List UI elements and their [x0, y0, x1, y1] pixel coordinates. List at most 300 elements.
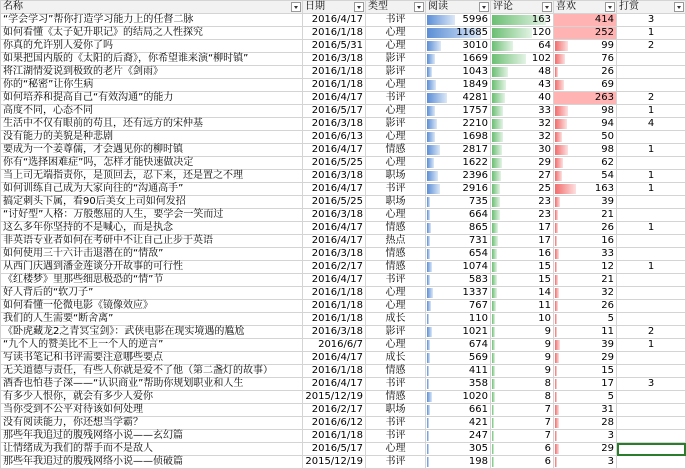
cell-tip[interactable] — [617, 14, 686, 27]
table-row[interactable] — [1, 105, 686, 118]
table-row[interactable] — [1, 339, 686, 352]
cell-comment[interactable] — [491, 235, 554, 248]
cell-tip[interactable] — [617, 339, 686, 352]
cell-name[interactable] — [1, 170, 303, 183]
cell-like[interactable] — [554, 248, 617, 261]
cell-name[interactable] — [1, 456, 303, 469]
cell-like[interactable] — [554, 157, 617, 170]
cell-type[interactable] — [366, 79, 426, 92]
cell-name[interactable] — [1, 365, 303, 378]
cell-date[interactable] — [303, 352, 366, 365]
cell-like[interactable] — [554, 443, 617, 456]
cell-comment[interactable] — [491, 209, 554, 222]
cell-tip[interactable] — [617, 53, 686, 66]
cell-read[interactable] — [426, 326, 491, 339]
table-row[interactable] — [1, 378, 686, 391]
cell-like-value: 17 — [601, 378, 614, 389]
cell-like[interactable] — [554, 365, 617, 378]
cell-type[interactable] — [366, 261, 426, 274]
cell-read[interactable] — [426, 287, 491, 300]
cell-name[interactable] — [1, 339, 303, 352]
cell-comment[interactable] — [491, 131, 554, 144]
cell-like[interactable] — [554, 456, 617, 469]
header-type[interactable] — [366, 1, 426, 14]
cell-type[interactable] — [366, 53, 426, 66]
cell-date[interactable] — [303, 196, 366, 209]
cell-type[interactable] — [366, 300, 426, 313]
cell-date[interactable] — [303, 404, 366, 417]
cell-like[interactable] — [554, 391, 617, 404]
cell-like[interactable] — [554, 92, 617, 105]
cell-comment[interactable] — [491, 339, 554, 352]
table-row[interactable] — [1, 248, 686, 261]
cell-type[interactable] — [366, 365, 426, 378]
cell-name[interactable] — [1, 183, 303, 196]
cell-tip[interactable] — [617, 222, 686, 235]
cell-read[interactable] — [426, 170, 491, 183]
cell-tip[interactable] — [617, 27, 686, 40]
cell-tip[interactable] — [617, 378, 686, 391]
cell-name[interactable] — [1, 391, 303, 404]
cell-name[interactable] — [1, 53, 303, 66]
table-row[interactable] — [1, 391, 686, 404]
cell-type[interactable] — [366, 430, 426, 443]
cell-tip[interactable] — [617, 430, 686, 443]
cell-tip[interactable] — [617, 183, 686, 196]
cell-tip[interactable] — [617, 40, 686, 53]
table-row[interactable] — [1, 456, 686, 469]
cell-read[interactable] — [426, 131, 491, 144]
cell-name[interactable] — [1, 417, 303, 430]
table-row[interactable] — [1, 27, 686, 40]
cell-name[interactable] — [1, 131, 303, 144]
cell-read[interactable] — [426, 417, 491, 430]
cell-name[interactable] — [1, 209, 303, 222]
cell-read[interactable] — [426, 92, 491, 105]
cell-comment[interactable] — [491, 430, 554, 443]
cell-date[interactable] — [303, 79, 366, 92]
cell-tip[interactable] — [617, 274, 686, 287]
cell-read[interactable] — [426, 27, 491, 40]
cell-comment[interactable] — [491, 378, 554, 391]
cell-date[interactable] — [303, 105, 366, 118]
cell-like[interactable] — [554, 144, 617, 157]
cell-comment[interactable] — [491, 196, 554, 209]
cell-name[interactable] — [1, 118, 303, 131]
cell-type[interactable] — [366, 196, 426, 209]
cell-date[interactable] — [303, 235, 366, 248]
filter-dropdown-icon[interactable] — [605, 2, 615, 12]
cell-read[interactable] — [426, 235, 491, 248]
header-comment[interactable] — [491, 1, 554, 14]
cell-read[interactable] — [426, 352, 491, 365]
cell-date[interactable] — [303, 417, 366, 430]
table-row[interactable] — [1, 157, 686, 170]
cell-type[interactable] — [366, 274, 426, 287]
cell-comment[interactable] — [491, 222, 554, 235]
cell-name[interactable] — [1, 378, 303, 391]
cell-read[interactable] — [426, 391, 491, 404]
cell-date[interactable] — [303, 27, 366, 40]
cell-date[interactable] — [303, 14, 366, 27]
cell-like[interactable] — [554, 222, 617, 235]
cell-read[interactable] — [426, 196, 491, 209]
cell-type[interactable] — [366, 183, 426, 196]
cell-tip[interactable] — [617, 92, 686, 105]
cell-read[interactable] — [426, 183, 491, 196]
cell-name[interactable] — [1, 326, 303, 339]
cell-type[interactable] — [366, 313, 426, 326]
cell-tip[interactable] — [617, 287, 686, 300]
cell-comment[interactable] — [491, 14, 554, 27]
cell-name[interactable] — [1, 300, 303, 313]
cell-read[interactable] — [426, 157, 491, 170]
header-tip[interactable] — [617, 1, 686, 14]
cell-read[interactable] — [426, 248, 491, 261]
cell-comment[interactable] — [491, 352, 554, 365]
cell-type[interactable] — [366, 27, 426, 40]
cell-type[interactable] — [366, 131, 426, 144]
cell-name[interactable] — [1, 66, 303, 79]
table-row[interactable] — [1, 170, 686, 183]
cell-date[interactable] — [303, 274, 366, 287]
cell-date[interactable] — [303, 92, 366, 105]
cell-type[interactable] — [366, 105, 426, 118]
cell-date[interactable] — [303, 209, 366, 222]
cell-like[interactable] — [554, 378, 617, 391]
cell-tip[interactable] — [617, 209, 686, 222]
cell-comment[interactable] — [491, 443, 554, 456]
cell-like[interactable] — [554, 300, 617, 313]
table-row[interactable] — [1, 118, 686, 131]
cell-tip[interactable] — [617, 456, 686, 469]
cell-comment[interactable] — [491, 118, 554, 131]
cell-date[interactable] — [303, 170, 366, 183]
cell-read-value: 305 — [468, 443, 488, 454]
table-row[interactable] — [1, 131, 686, 144]
cell-name[interactable] — [1, 352, 303, 365]
cell-type[interactable] — [366, 443, 426, 456]
cell-like[interactable] — [554, 339, 617, 352]
cell-like-value: 98 — [601, 144, 614, 155]
filter-dropdown-icon[interactable] — [542, 2, 552, 12]
cell-tip[interactable] — [617, 144, 686, 157]
cell-type[interactable] — [366, 222, 426, 235]
cell-like[interactable] — [554, 326, 617, 339]
cell-tip[interactable] — [617, 326, 686, 339]
cell-read[interactable] — [426, 14, 491, 27]
cell-type[interactable] — [366, 40, 426, 53]
cell-tip[interactable] — [617, 131, 686, 144]
cell-comment[interactable] — [491, 456, 554, 469]
table-row[interactable] — [1, 79, 686, 92]
cell-read[interactable] — [426, 261, 491, 274]
cell-type[interactable] — [366, 417, 426, 430]
cell-type[interactable] — [366, 14, 426, 27]
cell-read[interactable] — [426, 222, 491, 235]
cell-name[interactable] — [1, 79, 303, 92]
cell-tip[interactable] — [617, 248, 686, 261]
filter-dropdown-icon[interactable] — [414, 2, 424, 12]
cell-type[interactable] — [366, 66, 426, 79]
cell-read[interactable] — [426, 443, 491, 456]
cell-type[interactable] — [366, 248, 426, 261]
cell-comment[interactable] — [491, 365, 554, 378]
table-row[interactable] — [1, 404, 686, 417]
cell-tip[interactable] — [617, 157, 686, 170]
cell-comment[interactable] — [491, 417, 554, 430]
cell-tip[interactable] — [617, 300, 686, 313]
cell-tip[interactable] — [617, 417, 686, 430]
cell-read[interactable] — [426, 339, 491, 352]
cell-read[interactable] — [426, 456, 491, 469]
cell-like[interactable] — [554, 27, 617, 40]
cell-like[interactable] — [554, 274, 617, 287]
cell-type[interactable] — [366, 326, 426, 339]
cell-like[interactable] — [554, 183, 617, 196]
cell-like[interactable] — [554, 417, 617, 430]
cell-like[interactable] — [554, 79, 617, 92]
cell-date[interactable] — [303, 391, 366, 404]
cell-type[interactable] — [366, 391, 426, 404]
cell-type[interactable] — [366, 118, 426, 131]
cell-tip[interactable] — [617, 196, 686, 209]
cell-comment[interactable] — [491, 313, 554, 326]
cell-date[interactable] — [303, 365, 366, 378]
cell-like[interactable] — [554, 53, 617, 66]
filter-dropdown-icon[interactable] — [674, 2, 684, 12]
cell-tip[interactable] — [617, 261, 686, 274]
cell-read[interactable] — [426, 79, 491, 92]
cell-comment[interactable] — [491, 105, 554, 118]
cell-like[interactable] — [554, 118, 617, 131]
cell-name[interactable] — [1, 313, 303, 326]
header-name[interactable] — [1, 1, 303, 14]
cell-read[interactable] — [426, 40, 491, 53]
cell-read[interactable] — [426, 430, 491, 443]
cell-like[interactable] — [554, 287, 617, 300]
cell-date[interactable] — [303, 326, 366, 339]
cell-date[interactable] — [303, 300, 366, 313]
header-read[interactable] — [426, 1, 491, 14]
cell-comment[interactable] — [491, 404, 554, 417]
table-row[interactable] — [1, 222, 686, 235]
cell-comment[interactable] — [491, 157, 554, 170]
cell-type[interactable] — [366, 456, 426, 469]
cell-date[interactable] — [303, 261, 366, 274]
cell-name[interactable] — [1, 235, 303, 248]
cell-date[interactable] — [303, 40, 366, 53]
cell-like[interactable] — [554, 430, 617, 443]
cell-name[interactable] — [1, 287, 303, 300]
cell-read[interactable] — [426, 313, 491, 326]
cell-type[interactable] — [366, 92, 426, 105]
cell-tip[interactable] — [617, 391, 686, 404]
cell-name[interactable] — [1, 248, 303, 261]
table-row[interactable] — [1, 274, 686, 287]
cell-date[interactable] — [303, 53, 366, 66]
cell-type[interactable] — [366, 209, 426, 222]
cell-date[interactable] — [303, 443, 366, 456]
cell-like[interactable] — [554, 313, 617, 326]
table-row[interactable] — [1, 14, 686, 27]
table-row[interactable] — [1, 66, 686, 79]
cell-name[interactable] — [1, 144, 303, 157]
cell-read[interactable] — [426, 274, 491, 287]
cell-like[interactable] — [554, 170, 617, 183]
cell-name[interactable] — [1, 157, 303, 170]
cell-date[interactable] — [303, 66, 366, 79]
cell-like[interactable] — [554, 261, 617, 274]
cell-type[interactable] — [366, 287, 426, 300]
table-row[interactable] — [1, 261, 686, 274]
cell-name[interactable] — [1, 222, 303, 235]
cell-tip[interactable] — [617, 79, 686, 92]
cell-read[interactable] — [426, 209, 491, 222]
cell-type[interactable] — [366, 157, 426, 170]
table-row[interactable] — [1, 235, 686, 248]
cell-tip[interactable] — [617, 170, 686, 183]
table-row[interactable] — [1, 287, 686, 300]
cell-read[interactable] — [426, 66, 491, 79]
cell-tip[interactable] — [617, 365, 686, 378]
cell-name[interactable] — [1, 105, 303, 118]
cell-comment[interactable] — [491, 287, 554, 300]
cell-like[interactable] — [554, 209, 617, 222]
cell-date[interactable] — [303, 131, 366, 144]
cell-name[interactable] — [1, 430, 303, 443]
cell-tip[interactable] — [617, 443, 686, 456]
cell-read[interactable] — [426, 53, 491, 66]
cell-name[interactable] — [1, 196, 303, 209]
cell-date[interactable] — [303, 339, 366, 352]
cell-comment[interactable] — [491, 79, 554, 92]
table-row[interactable] — [1, 40, 686, 53]
cell-tip[interactable] — [617, 404, 686, 417]
cell-name-value: 酒香也怕巷子深——“认识商业”帮助你规划职业和人生 — [3, 378, 244, 389]
cell-type[interactable] — [366, 404, 426, 417]
table-row[interactable] — [1, 144, 686, 157]
table-row[interactable] — [1, 209, 686, 222]
header-like[interactable] — [554, 1, 617, 14]
cell-comment[interactable] — [491, 66, 554, 79]
cell-like[interactable] — [554, 352, 617, 365]
cell-comment[interactable] — [491, 53, 554, 66]
table-row[interactable] — [1, 352, 686, 365]
cell-like[interactable] — [554, 404, 617, 417]
cell-comment[interactable] — [491, 326, 554, 339]
table-row[interactable] — [1, 53, 686, 66]
cell-like[interactable] — [554, 14, 617, 27]
filter-dropdown-icon[interactable] — [291, 2, 301, 12]
table-row[interactable] — [1, 443, 686, 456]
cell-read[interactable] — [426, 404, 491, 417]
cell-comment[interactable] — [491, 183, 554, 196]
cell-tip[interactable] — [617, 352, 686, 365]
cell-read[interactable] — [426, 118, 491, 131]
cell-comment[interactable] — [491, 248, 554, 261]
table-row[interactable] — [1, 92, 686, 105]
cell-name[interactable] — [1, 443, 303, 456]
cell-tip[interactable] — [617, 313, 686, 326]
cell-comment[interactable] — [491, 40, 554, 53]
table-row[interactable] — [1, 300, 686, 313]
cell-name[interactable] — [1, 92, 303, 105]
table-row[interactable] — [1, 365, 686, 378]
cell-comment[interactable] — [491, 261, 554, 274]
cell-type[interactable] — [366, 235, 426, 248]
cell-comment[interactable] — [491, 170, 554, 183]
cell-date[interactable] — [303, 144, 366, 157]
cell-name[interactable] — [1, 40, 303, 53]
cell-tip[interactable] — [617, 118, 686, 131]
cell-like[interactable] — [554, 131, 617, 144]
cell-comment-value: 6 — [544, 443, 551, 454]
cell-read[interactable] — [426, 300, 491, 313]
table-row[interactable] — [1, 183, 686, 196]
cell-name[interactable] — [1, 274, 303, 287]
filter-dropdown-icon[interactable] — [354, 2, 364, 12]
cell-name[interactable] — [1, 261, 303, 274]
cell-date[interactable] — [303, 118, 366, 131]
cell-read[interactable] — [426, 378, 491, 391]
table-row[interactable] — [1, 196, 686, 209]
cell-type[interactable] — [366, 170, 426, 183]
cell-comment[interactable] — [491, 27, 554, 40]
cell-read[interactable] — [426, 144, 491, 157]
cell-tip[interactable] — [617, 235, 686, 248]
cell-comment[interactable] — [491, 144, 554, 157]
table-row[interactable] — [1, 417, 686, 430]
like-data-bar — [555, 431, 557, 441]
cell-name[interactable] — [1, 14, 303, 27]
cell-comment[interactable] — [491, 391, 554, 404]
cell-type[interactable] — [366, 339, 426, 352]
cell-date[interactable] — [303, 430, 366, 443]
cell-date[interactable] — [303, 248, 366, 261]
cell-date[interactable] — [303, 313, 366, 326]
cell-date[interactable] — [303, 157, 366, 170]
cell-type[interactable] — [366, 144, 426, 157]
cell-type[interactable] — [366, 352, 426, 365]
cell-read[interactable] — [426, 365, 491, 378]
table-row[interactable] — [1, 430, 686, 443]
cell-name[interactable] — [1, 27, 303, 40]
cell-like[interactable] — [554, 66, 617, 79]
cell-like[interactable] — [554, 196, 617, 209]
cell-like[interactable] — [554, 235, 617, 248]
cell-comment[interactable] — [491, 92, 554, 105]
cell-date[interactable] — [303, 183, 366, 196]
header-date[interactable] — [303, 1, 366, 14]
cell-comment[interactable] — [491, 274, 554, 287]
cell-type[interactable] — [366, 378, 426, 391]
cell-date[interactable] — [303, 378, 366, 391]
cell-read[interactable] — [426, 105, 491, 118]
filter-dropdown-icon[interactable] — [479, 2, 489, 12]
cell-tip[interactable] — [617, 105, 686, 118]
table-row[interactable] — [1, 313, 686, 326]
cell-comment[interactable] — [491, 300, 554, 313]
cell-tip[interactable] — [617, 66, 686, 79]
cell-date[interactable] — [303, 456, 366, 469]
cell-date[interactable] — [303, 287, 366, 300]
table-row[interactable] — [1, 326, 686, 339]
cell-name[interactable] — [1, 404, 303, 417]
cell-like[interactable] — [554, 40, 617, 53]
cell-like[interactable] — [554, 105, 617, 118]
cell-date[interactable] — [303, 222, 366, 235]
